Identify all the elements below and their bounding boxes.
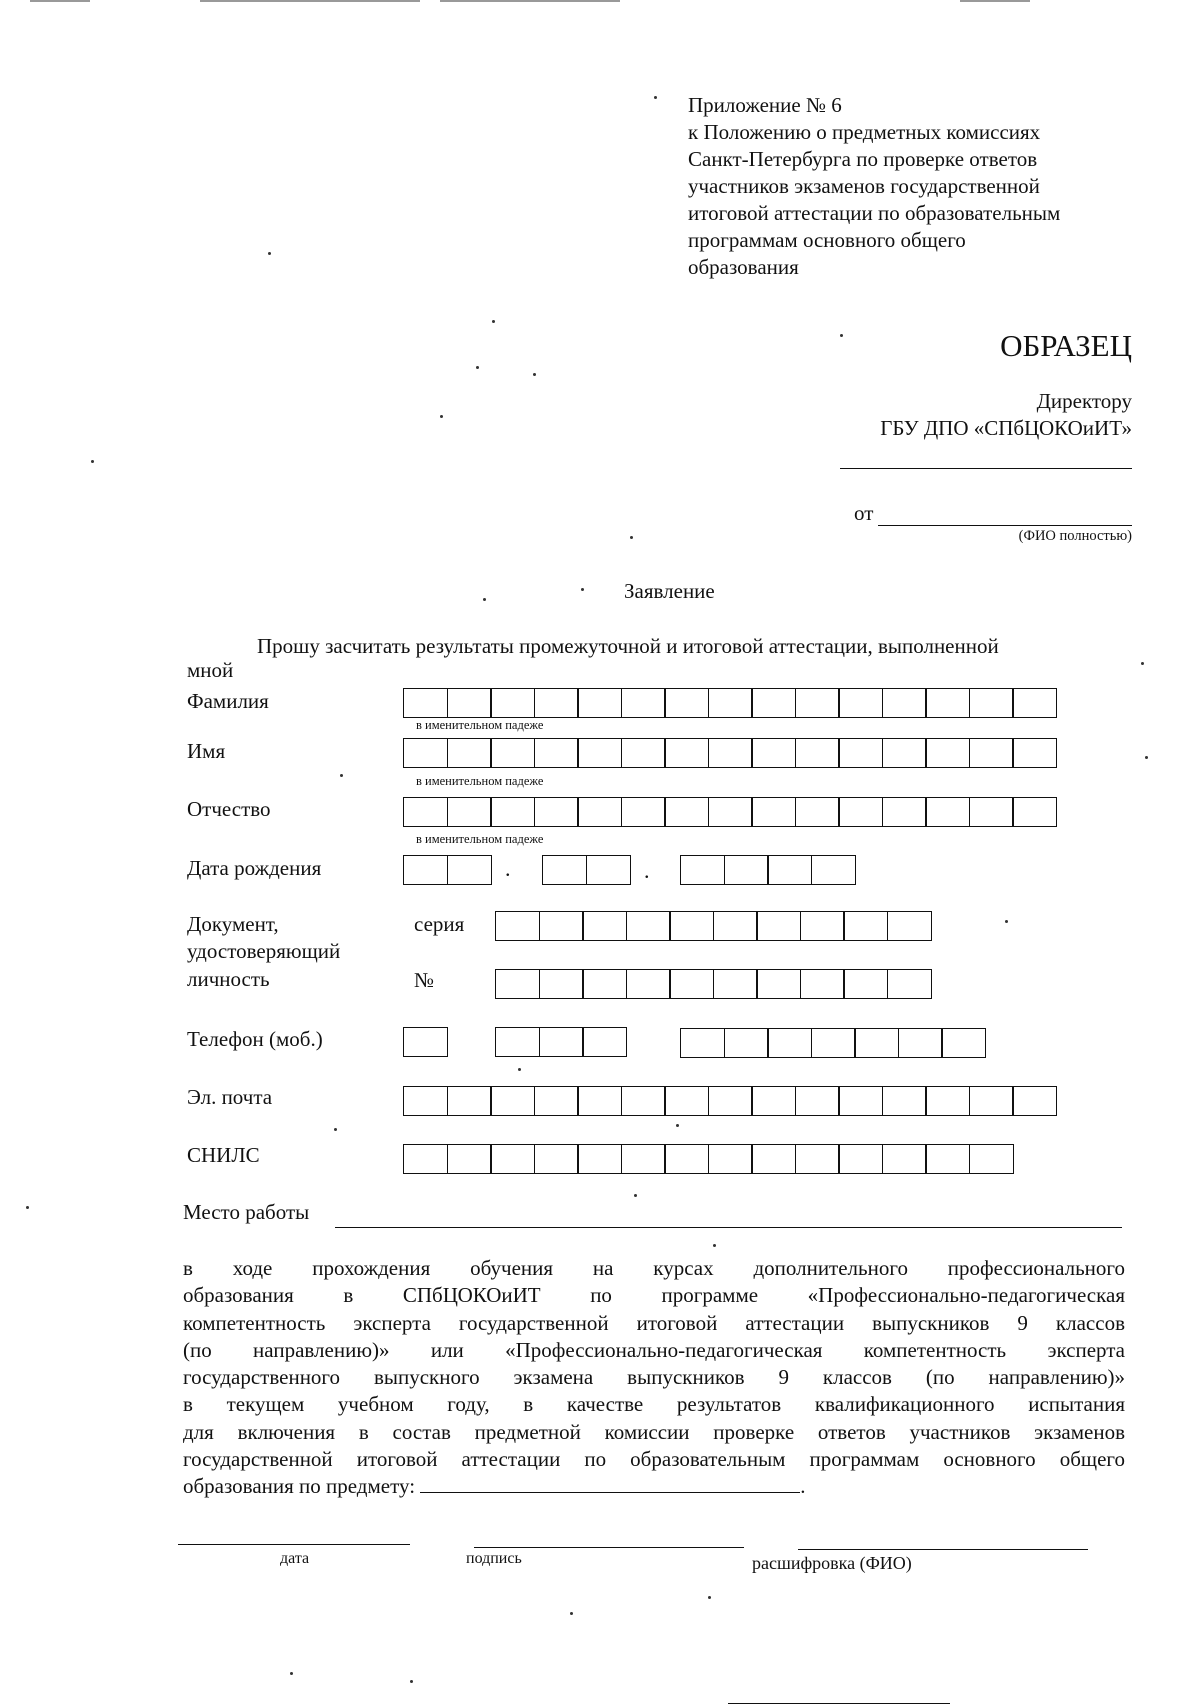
body-line: (по направлению)» или «Профессионально-педагогическая компетентность эксперта (183, 1337, 1125, 1362)
appendix-line: итоговой аттестации по образовательным (688, 201, 1061, 225)
body-end-period: . (800, 1474, 806, 1499)
name-label: Имя (187, 739, 226, 763)
statement-title: Заявление (624, 579, 715, 603)
scan-speck (1005, 920, 1008, 923)
surname-label: Фамилия (187, 689, 269, 713)
document-label-3: личность (187, 967, 270, 991)
series-cell[interactable] (800, 911, 845, 941)
surname-cell[interactable] (969, 688, 1014, 718)
email-cell[interactable] (838, 1086, 883, 1116)
snils-cell[interactable] (969, 1144, 1014, 1174)
number-cell[interactable] (539, 969, 584, 999)
patronymic-cell[interactable] (621, 797, 666, 827)
fio-hint: (ФИО полностью) (1018, 528, 1132, 544)
number-boxes[interactable] (495, 969, 932, 999)
series-cell[interactable] (756, 911, 801, 941)
patronymic-cell[interactable] (447, 797, 492, 827)
name-boxes[interactable] (403, 738, 1057, 768)
surname-cell[interactable] (925, 688, 970, 718)
body-line: для включения в состав предметной комиссии проверке ответов участников экзаменов (183, 1419, 1125, 1444)
patronymic-cell[interactable] (882, 797, 927, 827)
body-line: в ходе прохождения обучения на курсах дополнительного профессионального (183, 1256, 1125, 1280)
appendix-line: Санкт-Петербурга по проверке ответов (688, 147, 1038, 171)
scan-speck (581, 588, 584, 591)
patronymic-hint: в именительном падеже (416, 832, 544, 846)
number-cell[interactable] (669, 969, 714, 999)
addressee-line-1: Директору (1036, 389, 1132, 413)
date-label: дата (280, 1550, 310, 1567)
workplace-line[interactable] (335, 1227, 1122, 1228)
surname-hint: в именительном падеже (416, 718, 544, 732)
phone-cell[interactable] (767, 1028, 812, 1058)
name-cell[interactable] (882, 738, 927, 768)
email-cell[interactable] (969, 1086, 1014, 1116)
series-cell[interactable] (843, 911, 888, 941)
number-cell[interactable] (756, 969, 801, 999)
email-cell[interactable] (621, 1086, 666, 1116)
series-cell[interactable] (495, 911, 540, 941)
body-line: образования в СПбЦОКОиИТ по программе «Профессионально-педагогическая (183, 1283, 1125, 1308)
name-hint: в именительном падеже (416, 774, 544, 788)
appendix-line: участников экзаменов государственной (688, 174, 1040, 198)
name-cell[interactable] (534, 738, 579, 768)
document-label-1: Документ, (187, 912, 279, 936)
surname-cell[interactable] (882, 688, 927, 718)
snils-cell[interactable] (403, 1144, 448, 1174)
email-cell[interactable] (577, 1086, 622, 1116)
scan-speck (91, 460, 94, 463)
snils-cell[interactable] (447, 1144, 492, 1174)
scan-speck (570, 1612, 573, 1615)
appendix-line: к Положению о предметных комиссиях (688, 120, 1041, 144)
name-cell[interactable] (1012, 738, 1057, 768)
name-cell[interactable] (577, 738, 622, 768)
patronymic-cell[interactable] (838, 797, 883, 827)
patronymic-boxes[interactable] (403, 797, 1057, 827)
appendix-line: программам основного общего (688, 228, 966, 252)
email-cell[interactable] (447, 1086, 492, 1116)
number-cell[interactable] (800, 969, 845, 999)
phone-label: Телефон (моб.) (187, 1027, 323, 1051)
email-cell[interactable] (1012, 1086, 1057, 1116)
number-cell[interactable] (887, 969, 932, 999)
body-line: компетентность эксперта государственной итоговой аттестации выпускников 9 классов (183, 1310, 1125, 1335)
snils-cell[interactable] (795, 1144, 840, 1174)
phone-cell[interactable] (724, 1028, 769, 1058)
snils-boxes[interactable] (403, 1144, 1014, 1174)
name-cell[interactable] (490, 738, 535, 768)
birth-month-cell[interactable] (542, 855, 587, 885)
email-cell[interactable] (664, 1086, 709, 1116)
scan-speck (1145, 756, 1148, 759)
series-cell[interactable] (713, 911, 758, 941)
surname-cell[interactable] (664, 688, 709, 718)
appendix-header (688, 92, 1060, 281)
number-cell[interactable] (713, 969, 758, 999)
patronymic-cell[interactable] (490, 797, 535, 827)
scan-artifact (200, 0, 420, 2)
birth-year-cell[interactable] (680, 855, 725, 885)
series-cell[interactable] (887, 911, 932, 941)
phone-cell[interactable] (495, 1027, 540, 1057)
patronymic-cell[interactable] (969, 797, 1014, 827)
series-boxes[interactable] (495, 911, 932, 941)
scan-speck (290, 1672, 293, 1675)
scan-speck (634, 1194, 637, 1197)
series-cell[interactable] (626, 911, 671, 941)
scan-speck (676, 1124, 679, 1127)
scan-artifact (728, 1703, 950, 1704)
body-line: образования по предмету: (183, 1474, 416, 1499)
signature-line[interactable] (474, 1547, 744, 1548)
email-cell[interactable] (925, 1086, 970, 1116)
name-cell[interactable] (403, 738, 448, 768)
scan-speck (440, 415, 443, 418)
sample-label: ОБРАЗЕЦ (1000, 328, 1132, 363)
body-line: государственного выпускного экзамена выпускников 9 классов (по направлению)» (183, 1365, 1125, 1390)
number-cell[interactable] (495, 969, 540, 999)
email-label: Эл. почта (187, 1085, 273, 1109)
phone-cell[interactable] (811, 1028, 856, 1058)
email-cell[interactable] (708, 1086, 753, 1116)
surname-cell[interactable] (621, 688, 666, 718)
patronymic-cell[interactable] (708, 797, 753, 827)
scan-speck (518, 1068, 521, 1071)
birth-year-boxes[interactable] (680, 855, 856, 885)
snils-cell[interactable] (882, 1144, 927, 1174)
surname-boxes[interactable] (403, 688, 1057, 718)
decode-line[interactable] (798, 1549, 1088, 1550)
email-cell[interactable] (403, 1086, 448, 1116)
scan-speck (268, 252, 271, 255)
patronymic-cell[interactable] (577, 797, 622, 827)
scan-speck (654, 96, 657, 99)
name-cell[interactable] (708, 738, 753, 768)
patronymic-cell[interactable] (1012, 797, 1057, 827)
intro-line-1: Прошу засчитать результаты промежуточной и итоговой аттестации, выполненной (257, 634, 999, 658)
birth-month-boxes[interactable] (542, 855, 631, 885)
scan-speck (492, 320, 495, 323)
birth-day-cell[interactable] (403, 855, 448, 885)
patronymic-cell[interactable] (795, 797, 840, 827)
name-cell[interactable] (969, 738, 1014, 768)
scan-artifact (440, 0, 620, 2)
patronymic-cell[interactable] (534, 797, 579, 827)
name-cell[interactable] (925, 738, 970, 768)
patronymic-cell[interactable] (925, 797, 970, 827)
phone-cell[interactable] (582, 1027, 627, 1057)
series-label: серия (414, 912, 465, 936)
snils-cell[interactable] (490, 1144, 535, 1174)
surname-cell[interactable] (577, 688, 622, 718)
from-fio-line[interactable] (878, 525, 1132, 526)
email-cell[interactable] (751, 1086, 796, 1116)
email-boxes[interactable] (403, 1086, 1057, 1116)
name-cell[interactable] (795, 738, 840, 768)
document-label-2: удостоверяющий (187, 939, 341, 963)
body-line: государственной итоговой аттестации по образовательным программам основного общего (183, 1447, 1125, 1472)
scan-speck (840, 334, 843, 337)
number-cell[interactable] (626, 969, 671, 999)
snils-cell[interactable] (751, 1144, 796, 1174)
intro-line-2: мной (187, 658, 234, 682)
birth-month-cell[interactable] (586, 855, 631, 885)
surname-cell[interactable] (403, 688, 448, 718)
series-cell[interactable] (669, 911, 714, 941)
scan-speck (1141, 662, 1144, 665)
snils-cell[interactable] (534, 1144, 579, 1174)
scan-speck (630, 536, 633, 539)
name-cell[interactable] (751, 738, 796, 768)
addressee-line-2: ГБУ ДПО «СПбЦОКОиИТ» (880, 416, 1132, 440)
surname-cell[interactable] (490, 688, 535, 718)
phone-cell[interactable] (898, 1028, 943, 1058)
snils-cell[interactable] (838, 1144, 883, 1174)
snils-label: СНИЛС (187, 1143, 260, 1167)
workplace-label: Место работы (183, 1200, 310, 1224)
scan-speck (340, 774, 343, 777)
date-separator: . (505, 856, 511, 881)
scan-speck (26, 1206, 29, 1209)
scan-speck (476, 366, 479, 369)
phone-cell[interactable] (403, 1027, 448, 1057)
email-cell[interactable] (490, 1086, 535, 1116)
number-cell[interactable] (843, 969, 888, 999)
phone-cell[interactable] (680, 1028, 725, 1058)
number-label: № (414, 968, 435, 992)
scan-speck (334, 1128, 337, 1131)
birth-year-cell[interactable] (811, 855, 856, 885)
appendix-line: Приложение № 6 (688, 93, 842, 117)
snils-cell[interactable] (577, 1144, 622, 1174)
phone-cell[interactable] (941, 1028, 986, 1058)
birth-year-cell[interactable] (767, 855, 812, 885)
signature-label: подпись (466, 1550, 522, 1567)
body-line: в текущем учебном году, в качестве результатов квалификационного испытания (183, 1392, 1125, 1417)
birth-day-cell[interactable] (447, 855, 492, 885)
body-last-line (183, 1473, 1125, 1500)
date-separator: . (644, 858, 650, 883)
from-label: от (854, 501, 874, 525)
scan-speck (533, 373, 536, 376)
surname-cell[interactable] (838, 688, 883, 718)
surname-cell[interactable] (1012, 688, 1057, 718)
patronymic-cell[interactable] (664, 797, 709, 827)
birth-day-boxes[interactable] (403, 855, 492, 885)
series-cell[interactable] (582, 911, 627, 941)
name-cell[interactable] (447, 738, 492, 768)
phone-number-boxes[interactable] (680, 1028, 986, 1058)
subject-blank[interactable] (420, 1474, 800, 1493)
scan-speck (713, 1244, 716, 1247)
email-cell[interactable] (795, 1086, 840, 1116)
surname-cell[interactable] (447, 688, 492, 718)
snils-cell[interactable] (708, 1144, 753, 1174)
phone-code-boxes[interactable] (495, 1027, 627, 1057)
scan-speck (410, 1680, 413, 1683)
snils-cell[interactable] (925, 1144, 970, 1174)
patronymic-label: Отчество (187, 797, 271, 821)
birth-date-label: Дата рождения (187, 856, 322, 880)
phone-cell[interactable] (854, 1028, 899, 1058)
addressee-blank-line[interactable] (840, 468, 1132, 469)
body-paragraph (183, 1255, 1125, 1501)
decode-label: расшифровка (ФИО) (752, 1553, 912, 1573)
date-line[interactable] (178, 1544, 410, 1545)
email-cell[interactable] (882, 1086, 927, 1116)
name-cell[interactable] (664, 738, 709, 768)
phone-prefix-boxes[interactable] (403, 1027, 448, 1057)
scan-artifact (30, 0, 90, 2)
name-cell[interactable] (838, 738, 883, 768)
patronymic-cell[interactable] (751, 797, 796, 827)
scan-artifact (960, 0, 1030, 2)
phone-cell[interactable] (539, 1027, 584, 1057)
email-cell[interactable] (534, 1086, 579, 1116)
surname-cell[interactable] (751, 688, 796, 718)
birth-year-cell[interactable] (724, 855, 769, 885)
snils-cell[interactable] (664, 1144, 709, 1174)
series-cell[interactable] (539, 911, 584, 941)
surname-cell[interactable] (534, 688, 579, 718)
surname-cell[interactable] (795, 688, 840, 718)
number-cell[interactable] (582, 969, 627, 999)
appendix-line: образования (688, 255, 799, 279)
scan-speck (483, 598, 486, 601)
surname-cell[interactable] (708, 688, 753, 718)
scan-speck (708, 1596, 711, 1599)
patronymic-cell[interactable] (403, 797, 448, 827)
name-cell[interactable] (621, 738, 666, 768)
snils-cell[interactable] (621, 1144, 666, 1174)
